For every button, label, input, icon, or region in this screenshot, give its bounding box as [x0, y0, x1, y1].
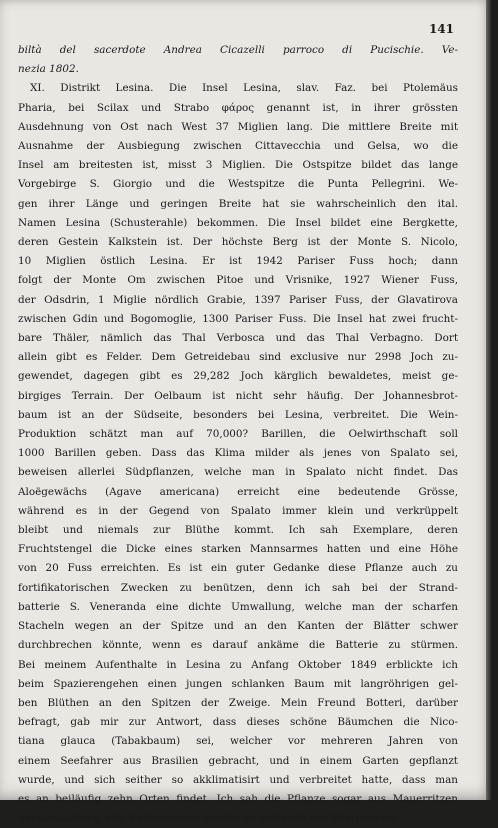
- page-edge-shadow: [486, 0, 492, 800]
- text-line: Bei meinem Aufenthalte in Lesina zu Anfang Oktober 1849 erblickte ich: [18, 658, 458, 671]
- text-line: bleibt und niemals zur Blüthe kommt. Ich sah Exemplare, deren: [18, 524, 458, 537]
- text-line: ben Blüthen an den Spitzen der Zweige. Mein Freund Botteri, darüber: [18, 696, 458, 709]
- text-line: allein gibt es Felder. Dem Getreidebau sind exclusive nur 2998 Joch zu-: [18, 351, 458, 364]
- text-line: beweisen allerlei Südpflanzen, welche man in Spalato nicht findet. Das: [18, 466, 458, 479]
- text-line: zwischen Gdin und Bogomoglie, 1300 Pariser Fuss. Die Insel hat zwei frucht-: [18, 312, 458, 325]
- text-line: Insel am breitesten ist, misst 3 Miglien. Die Ostspitze bildet das lange: [18, 159, 458, 172]
- text-line: birgiges Terrain. Der Oelbaum ist nicht sehr häufig. Der Johannesbrot-: [18, 389, 458, 402]
- text-line: durchbrechen könnte, wenn es darauf ankäme die Batterie zu stürmen.: [18, 639, 458, 652]
- text-line: Pharia, bei Scilax und Strabo φάρος genannt ist, in ihrer grössten: [18, 101, 458, 114]
- text-line: Ausnahme der Ausbiegung zwischen Cittavecchia und Gelsa, wo die: [18, 140, 458, 153]
- text-line: bare Thäler, nämlich das Thal Verbosca und das Thal Verbagno. Dort: [18, 332, 458, 345]
- text-line: Aloëgewächs (Agave americana) erreicht eine bedeutende Grösse,: [18, 485, 458, 498]
- text-line: deren Gestein Kalkstein ist. Der höchste Berg ist der Monte S. Nicolo,: [18, 236, 458, 249]
- text-line: herauswachsen. Für Entomologen möchte es vielleicht ein Interesse ha-: [18, 812, 399, 825]
- text-line: der Odsdrin, 1 Miglie nördlich Grabie, 1397 Pariser Fuss, der Glavatirova: [18, 293, 458, 306]
- page-number: 141: [428, 22, 454, 36]
- text-line: gewendet, dagegen gibt es 29,282 Joch kärglich bewaldetes, meist ge-: [18, 370, 458, 383]
- text-line: folgt der Monte Om zwischen Pitoe und Vrisnike, 1927 Wiener Fuss,: [18, 274, 458, 287]
- text-line: biltà del sacerdote Andrea Cicazelli parroco di Pucischie. Ve-: [18, 44, 458, 56]
- text-line: Namen Lesina (Schusterahle) bekommen. Die Insel bildet eine Bergkette,: [18, 216, 458, 229]
- text-line: es an beiläufig zehn Orten findet. Ich sah die Pflanze sogar aus Mauerritzen: [18, 792, 458, 805]
- text-line: von 20 Fuss erreichten. Es ist ein guter Gedanke diese Pflanze auch zu: [18, 562, 458, 575]
- text-line: Ausdehnung von Ost nach West 37 Miglien lang. Die mittlere Breite mit: [18, 120, 458, 133]
- text-line: baum ist an der Südseite, besonders bei Lesina, verbreitet. Die Wein-: [18, 408, 458, 421]
- text-line: 10 Miglien östlich Lesina. Er ist 1942 Pariser Fuss hoch; dann: [18, 255, 458, 268]
- text-line: Fruchtstengel die Dicke eines starken Mannsarmes hatten und eine Höhe: [18, 543, 458, 556]
- text-line: batterie S. Veneranda eine dichte Umwallung, welche man der scharfen: [18, 600, 458, 613]
- text-line: fortifikatorischen Zwecken zu benützen, denn ich sah bei der Strand-: [18, 581, 458, 594]
- text-line: wurde, und sich seither so akklimatisirt und verbreitet hatte, dass man: [18, 773, 458, 786]
- text-line: einem Seefahrer aus Brasilien gebracht, und in einem Garten gepflanzt: [18, 754, 458, 767]
- text-line: während es in der Gegend von Spalato immer klein und verkrüppelt: [18, 504, 458, 517]
- text-line: tiana glauca (Tabakbaum) sei, welcher vor mehreren Jahren von: [18, 735, 458, 748]
- text-line: Vorgebirge S. Giorgio und die Westspitze die Punta Pellegrini. We-: [18, 178, 458, 191]
- text-line: XI. Distrikt Lesina. Die Insel Lesina, slav. Faz. bei Ptolemäus: [30, 82, 458, 95]
- text-line: Produktion schätzt man auf 70,000? Barillen, die Oelwirthschaft soll: [18, 428, 458, 441]
- text-line: nezia 1802.: [18, 63, 79, 76]
- text-line: 1000 Barillen geben. Dass das Klima milder als jenes von Spalato sei,: [18, 447, 458, 460]
- body-text: [18, 41, 458, 828]
- text-line: beim Spazierengehen einen jungen schlanken Baum mit langröhrigen gel-: [18, 677, 458, 690]
- text-line: befragt, gab mir zur Antwort, dass dieses schöne Bäumchen die Nico-: [18, 716, 458, 729]
- text-line: Stacheln wegen an der Spitze und an den Kanten der Blätter schwer: [18, 620, 458, 633]
- text-line: gen ihrer Länge und geringen Breite hat sie wahrscheinlich den ital.: [18, 197, 458, 210]
